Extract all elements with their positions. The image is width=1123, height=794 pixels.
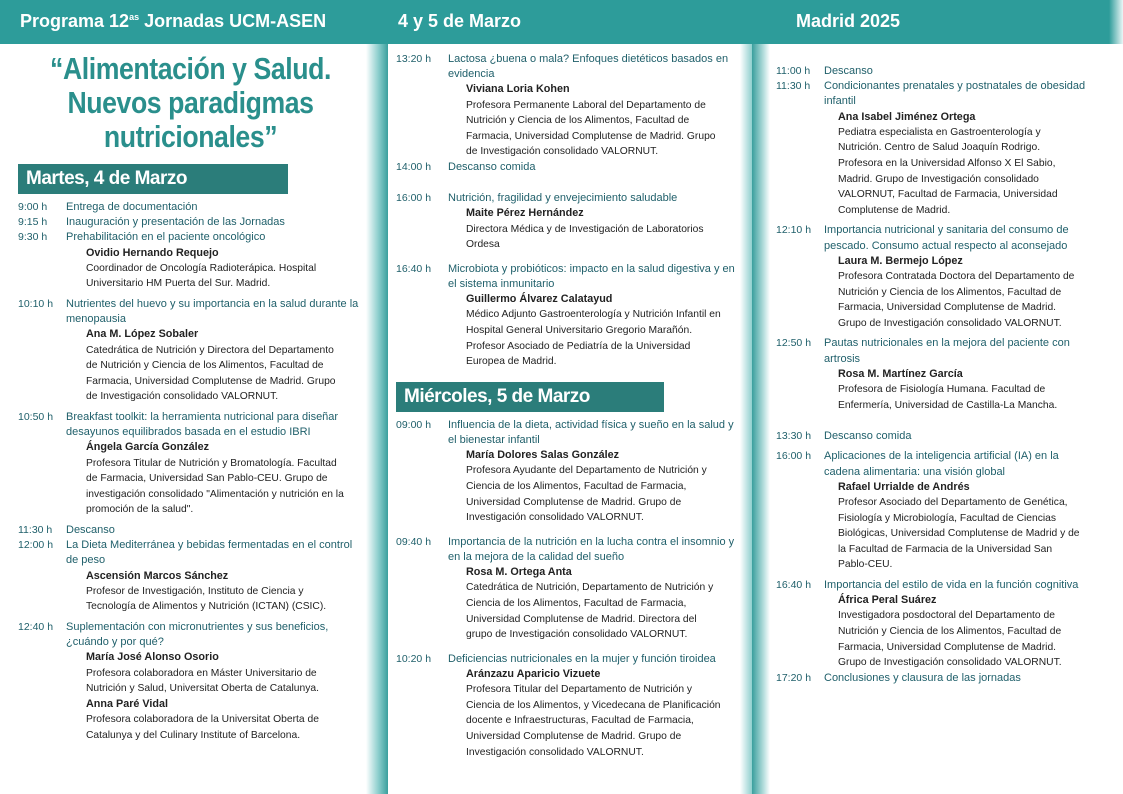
session-topic: Condicionantes prenatales y postnatales de obesidad infantil [824,80,1086,108]
session-time: 16:40 h [396,262,432,275]
title-line: nutricionales” [103,119,278,154]
schedule-item [776,429,1096,444]
speaker-affiliation-line: Farmacia, Universidad Complutense de Madrid. [838,641,1057,653]
session-time: 12:40 h [18,620,54,633]
speaker-affiliation-line: Nutrición y Ciencia de los Alimentos, Facultad de [466,115,690,127]
session-topic: Descanso comida [448,160,536,173]
speaker-affiliation-line: Profesor Asociado de Pediatría de la Universidad [466,340,691,352]
speaker-name: Guillermo Álvarez Calatayud [466,293,613,306]
schedule-item [396,160,738,175]
speaker-affiliation-line: Biológicas, Universidad Complutense de Madrid y de [838,528,1080,540]
session-topic: Lactosa ¿buena o mala? Enfoques dietéticos basados en evidencia [448,53,729,81]
speaker-affiliation-line: Hospital General Universitario Gregorio Marañón. [466,324,693,336]
schedule-item [18,297,363,405]
schedule-item [18,620,363,743]
schedule-item [776,578,1096,671]
session-time: 10:10 h [18,298,54,310]
schedule-item [18,230,363,292]
schedule-item [18,523,363,538]
session-time: 16:40 h [776,578,812,591]
speaker-name: Anna Paré Vidal [86,697,169,710]
session-topic: Pautas nutricionales en la mejora del paciente con artrosis [824,337,1070,365]
speaker-affiliation-line: investigación consolidado "Alimentación y nutrición en la [86,488,344,500]
speaker-affiliation-line: la Facultad de Farmacia de la Universidad San [838,543,1053,555]
speaker-affiliation-line: Profesora Ayudante del Departamento de Nutrición y [466,465,707,477]
speaker-affiliation-line: Catedrática de Nutrición, Departamento de Nutrición y [466,582,714,594]
session-time: 09:00 h [396,418,432,431]
speaker-name: Ovidio Hernando Requejo [86,246,219,259]
schedule-wednesday-cont [776,64,1096,686]
speaker-affiliation-line: Complutense de Madrid. [838,204,951,216]
session-time: 9:00 h [18,201,48,213]
schedule-item [18,410,363,518]
session-time: 13:20 h [396,53,432,65]
schedule-item [776,671,1096,686]
session-time: 10:20 h [396,652,432,665]
session-time: 12:50 h [776,337,812,350]
speaker-affiliation-line: Fisiología y Microbiología, Facultad de Ciencias [838,512,1057,524]
speaker-affiliation-line: Nutrición y Ciencia de los Alimentos, Facultad de [838,286,1062,298]
session-topic: Suplementación con micronutrientes y sus beneficios, ¿cuándo y por qué? [66,620,329,649]
schedule-wednesday [396,418,738,760]
spacer [776,413,1096,429]
session-time: 12:00 h [18,539,54,552]
speaker-affiliation-line: Profesor de Investigación, Instituto de Ciencia y [86,585,304,597]
speaker-name: Viviana Loria Kohen [466,83,570,96]
speaker-affiliation-line: Farmacia, Universidad Complutense de Madrid. Grupo [466,130,716,142]
speaker-affiliation-line: Farmacia, Universidad Complutense de Madrid. [838,302,1057,314]
session-time: 9:15 h [18,216,48,229]
speaker-affiliation-line: Tecnología de Alimentos y Nutrición (ICTAN) (CSIC). [86,601,327,613]
speaker-affiliation-line: Profesora colaboradora en Máster Universitario de [86,667,317,679]
speaker-name: Ascensión Marcos Sánchez [86,569,229,582]
speaker-affiliation-line: de Investigación consolidado VALORNUT. [86,391,279,403]
column-1 [18,44,363,743]
session-topic: Descanso [66,523,115,536]
session-time: 16:00 h [776,450,812,463]
session-topic: Influencia de la dieta, actividad física y sueño en la salud y el bienestar infantil [448,418,734,446]
speaker-affiliation-line: Nutrición. Centro de Salud Joaquín Rodrigo. [838,142,1041,154]
session-time: 12:10 h [776,224,812,237]
speaker-affiliation-line: Madrid. Grupo de Investigación consolidado [838,173,1039,185]
speaker-affiliation-line: Pablo-CEU. [838,559,893,571]
schedule-item [776,79,1096,218]
schedule-item [396,652,738,760]
session-time: 17:20 h [776,671,812,684]
speaker-affiliation-line: Investigación consolidado VALORNUT. [466,746,644,758]
session-time: 10:50 h [18,410,54,423]
session-topic: Aplicaciones de la inteligencia artificial (IA) en la cadena alimentaria: una visión global [824,450,1059,478]
session-topic: Descanso comida [824,430,912,443]
speaker-affiliation-line: Universidad Complutense de Madrid. Grupo de [466,730,682,742]
speaker-name: Rosa M. Ortega Anta [466,566,572,579]
speaker-affiliation-line: Médico Adjunto Gastroenterología y Nutrición Infantil en [466,309,721,321]
schedule-item [18,200,363,215]
corner-shade [1109,0,1123,44]
speaker-name: Ana M. López Sobaler [86,328,199,341]
session-topic: Importancia del estilo de vida en la función cognitiva [824,578,1079,591]
speaker-affiliation-line: Universitario HM Puerta del Sur. Madrid. [86,278,271,290]
session-topic: Microbiota y probióticos: impacto en la salud digestiva y en el sistema inmunitario [448,262,735,290]
spacer [396,175,738,191]
schedule-item [18,538,363,615]
speaker-name: Rafael Urrialde de Andrés [838,480,970,493]
session-topic: Prehabilitación en el paciente oncológico [66,231,266,244]
schedule-item [396,418,738,526]
session-topic: Nutrientes del huevo y su importancia en la salud durante la menopausia [66,298,359,326]
speaker-name: María José Alonso Osorio [86,651,219,664]
program-title: Programa $12^{as}$ Jornadas UCM-ASEN [20,11,327,31]
speaker-affiliation-line: Catalunya y del Culinary Institute of Barcelona. [86,729,301,741]
session-topic: Descanso [824,65,873,77]
session-time: 11:00 h [776,65,811,77]
speaker-affiliation-line: Nutrición y Ciencia de los Alimentos, Facultad de [838,625,1062,637]
speaker-name: Ana Isabel Jiménez Ortega [838,110,976,123]
schedule-tuesday [18,200,363,743]
speaker-affiliation-line: docente e Infraestructuras, Facultad de Farmacia, [466,715,694,727]
event-place: Madrid 2025 [796,11,901,31]
fold-shadow-right-inner [752,44,770,794]
speaker-affiliation-line: de Investigación consolidado VALORNUT. [466,146,659,158]
speaker-affiliation-line: Directora Médica y de Investigación de Laboratorios [466,223,704,235]
speaker-affiliation-line: promoción de la salud". [86,504,194,516]
session-time: 9:30 h [18,231,48,244]
speaker-affiliation-line: Ciencia de los Alimentos, Facultad de Farmacia, [466,597,687,609]
title-line: Nuevos paradigmas [67,85,314,120]
speaker-affiliation-line: Grupo de Investigación consolidado VALORNUT. [838,317,1062,329]
schedule-item [18,215,363,230]
speaker-name: África Peral Suárez [838,594,937,607]
session-time: 14:00 h [396,160,432,173]
speaker-affiliation-line: Profesora Titular del Departamento de Nutrición y [466,684,693,696]
session-time: 09:40 h [396,535,432,548]
schedule-item [396,52,738,160]
session-topic: La Dieta Mediterránea y bebidas fermentadas en el control de peso [66,539,353,567]
session-time: 16:00 h [396,192,432,205]
speaker-affiliation-line: Grupo de Investigación consolidado VALORNUT. [838,657,1062,669]
session-topic: Inauguración y presentación de las Jornadas [66,216,285,229]
session-time: 11:30 h [776,80,811,93]
speaker-affiliation-line: Profesora Titular de Nutrición y Bromatología. Facultad [86,457,337,469]
session-topic: Importancia nutricional y sanitaria del consumo de pescado. Consumo actual respecto al aconsejado [824,224,1069,252]
speaker-affiliation-line: de Farmacia, Universidad San Pablo-CEU. Grupo de [86,473,328,485]
schedule-item [396,262,738,370]
schedule-item [776,223,1096,331]
speaker-affiliation-line: Ciencia de los Alimentos, Facultad de Farmacia, [466,480,687,492]
session-topic: Conclusiones y clausura de las jornadas [824,671,1021,684]
schedule-item [396,535,738,643]
speaker-affiliation-line: Europea de Madrid. [466,356,557,368]
speaker-affiliation-line: Ordesa [466,239,500,251]
session-topic: Importancia de la nutrición en la lucha contra el insomnio y en la mejora de la calidad del sueño [448,535,735,563]
spacer [396,643,738,652]
session-topic: Nutrición, fragilidad y envejecimiento saludable [448,192,678,205]
speaker-affiliation-line: Universidad Complutense de Madrid. Directora del [466,613,697,625]
column-3 [776,64,1096,686]
schedule-item [776,449,1096,573]
speaker-name: Aránzazu Aparicio Vizuete [466,667,601,680]
speaker-affiliation-line: VALORNUT, Facultad de Farmacia, Universidad [838,189,1058,201]
speaker-affiliation-line: Profesora de Fisiología Humana. Facultad de [838,383,1046,395]
speaker-name: Maite Pérez Hernández [466,207,584,220]
spacer [396,253,738,262]
speaker-affiliation-line: Profesor Asociado del Departamento de Genética, [838,496,1068,508]
fold-shadow-left [366,44,388,794]
session-topic: Breakfast toolkit: la herramienta nutricional para diseñar desayunos equilibrados basada en el estudio IBRI [66,410,339,439]
speaker-affiliation-line: grupo de Investigación consolidado VALORNUT. [466,629,688,641]
spacer [396,526,738,535]
session-time: 11:30 h [18,523,53,536]
speaker-affiliation-line: Ciencia de los Alimentos, y Vicedecana de Planificación [466,699,721,711]
speaker-affiliation-line: Investigación consolidado VALORNUT. [466,512,644,524]
speaker-name: Ángela García González [86,441,210,454]
session-topic: Entrega de documentación [66,201,198,213]
header-bar [0,0,1123,44]
event-dates: 4 y 5 de Marzo [398,11,522,31]
speaker-affiliation-line: Catedrática de Nutrición y Directora del Departamento [86,344,334,356]
speaker-name: Laura M. Bermejo López [838,254,963,267]
speaker-affiliation-line: Pediatra especialista en Gastroenterología y [838,126,1041,138]
session-topic: Deficiencias nutricionales en la mujer y función tiroidea [448,652,716,665]
title-line: “Alimentación y Salud. [50,51,331,86]
speaker-name: María Dolores Salas González [466,449,620,462]
speaker-affiliation-line: Universidad Complutense de Madrid. Grupo de [466,496,682,508]
session-time: 13:30 h [776,430,812,443]
speaker-affiliation-line: Investigadora posdoctoral del Departamento de [838,610,1055,622]
event-title [42,52,339,154]
speaker-affiliation-line: Profesora Permanente Laboral del Departamento de [466,99,706,111]
speaker-name: Rosa M. Martínez García [838,367,963,380]
speaker-affiliation-line: Enfermería, Universidad de Castilla-La Mancha. [838,399,1058,411]
schedule-item [396,191,738,253]
speaker-affiliation-line: Profesora en la Universidad Alfonso X El Sabio, [838,158,1056,169]
speaker-affiliation-line: Farmacia, Universidad Complutense de Madrid. Grupo [86,375,336,387]
day-heading-tuesday: Martes, 4 de Marzo [18,164,288,194]
speaker-affiliation-line: Coordinador de Oncología Radioterápica. Hospital [86,262,317,274]
schedule-item [776,64,1096,79]
speaker-affiliation-line: Profesora Contratada Doctora del Departamento de [838,270,1075,282]
day-heading-wednesday: Miércoles, 5 de Marzo [396,382,664,412]
schedule-item [776,336,1096,413]
speaker-affiliation-line: de Nutrición y Ciencia de los Alimentos, Facultad de [86,360,324,372]
column-2 [396,52,738,760]
speaker-affiliation-line: Profesora colaboradora de la Universitat Oberta de [86,713,319,725]
schedule-tuesday-cont [396,52,738,370]
speaker-affiliation-line: Nutrición y Salud, Universitat Oberta de Catalunya. [86,683,319,695]
